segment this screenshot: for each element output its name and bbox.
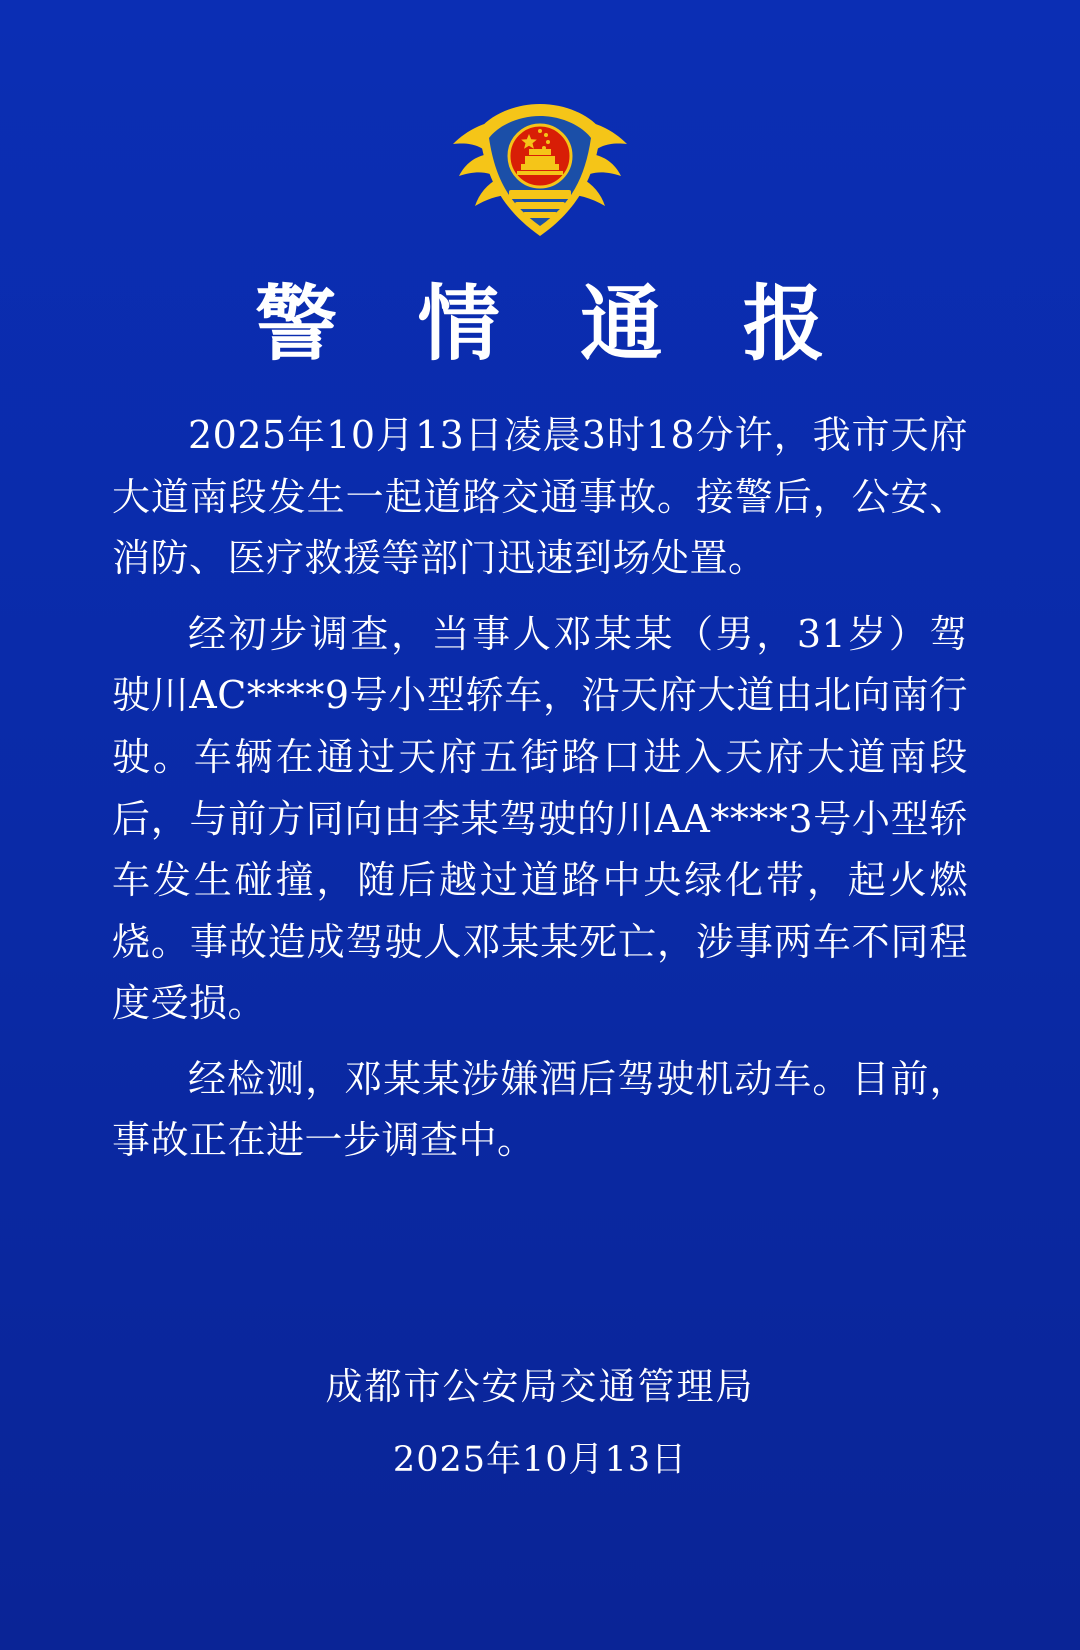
notice-footer	[0, 1356, 1080, 1482]
page-title: 警 情 通 报	[255, 276, 851, 372]
issue-date: 2025年10月13日	[392, 1440, 688, 1480]
notice-body	[112, 405, 968, 1186]
notice-paragraph: 经初步调查，当事人邓某某（男，31岁）驾驶川AC****9号小型轿车，沿天府大道由北向南行驶。车辆在通过天府五街路口进入天府大道南段后，与前方同向由李某驾驶的川AA****3号小型轿车发生碰撞，随后越过道路中央绿化带，起火燃烧。事故造成驾驶人邓某某死亡，涉事两车不同程度受损。	[112, 611, 968, 1026]
notice-paragraph: 2025年10月13日凌晨3时18分许，我市天府大道南段发生一起道路交通事故。接警后，公安、消防、医疗救援等部门迅速到场处置。	[112, 413, 968, 581]
police-badge-icon	[445, 86, 635, 251]
notice-paragraph: 经检测，邓某某涉嫌酒后驾驶机动车。目前，事故正在进一步调查中。	[112, 1056, 968, 1163]
issuing-organization: 成都市公安局交通管理局	[325, 1365, 755, 1408]
